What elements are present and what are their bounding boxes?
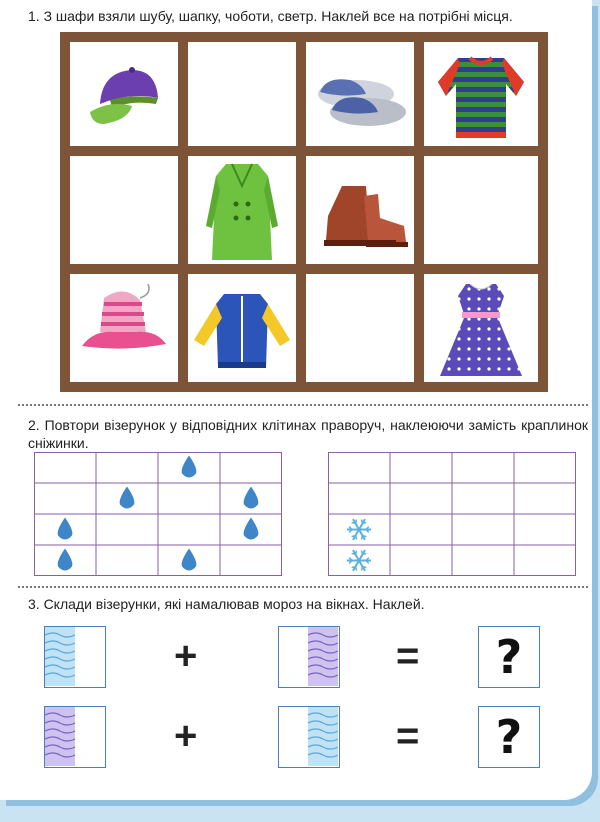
window-pattern-purple-left <box>44 706 106 768</box>
window-pattern-purple-right <box>278 626 340 688</box>
equals-sign: = <box>396 714 420 758</box>
wardrobe-cell[interactable] <box>424 42 538 146</box>
water-drop-icon <box>58 518 73 540</box>
snowflake-pattern-grid <box>328 452 576 576</box>
answer-box[interactable]: ? <box>478 706 540 768</box>
snowflake-icon <box>347 519 371 540</box>
divider <box>18 586 588 588</box>
wardrobe <box>60 32 548 392</box>
equals-sign: = <box>396 634 420 678</box>
water-drop-icon <box>244 518 259 540</box>
slippers-icon <box>306 42 414 146</box>
cap-icon <box>70 42 178 146</box>
snowflake-icon <box>347 550 371 571</box>
wardrobe-cell[interactable] <box>306 156 414 264</box>
sun-hat-icon <box>70 274 178 382</box>
window-pattern-blue-right <box>278 706 340 768</box>
plus-sign: + <box>174 714 198 758</box>
wardrobe-cell[interactable] <box>424 156 538 264</box>
plus-sign: + <box>174 634 198 678</box>
task-1-instruction: 1. З шафи взяли шубу, шапку, чоботи, светр. Наклей все на потрібні місця. <box>28 8 513 24</box>
wardrobe-cell[interactable] <box>306 274 414 382</box>
coat-icon <box>188 156 296 264</box>
water-drop-icon <box>120 487 135 509</box>
wardrobe-cell[interactable] <box>188 156 296 264</box>
answer-box[interactable]: ? <box>478 626 540 688</box>
wardrobe-cell[interactable] <box>306 42 414 146</box>
water-drop-icon <box>182 549 197 571</box>
wardrobe-cell[interactable] <box>70 274 178 382</box>
window-pattern-blue-left <box>44 626 106 688</box>
wardrobe-cell[interactable] <box>188 274 296 382</box>
sweater-icon <box>424 42 538 146</box>
wardrobe-cell[interactable] <box>188 42 296 146</box>
jacket-icon <box>188 274 296 382</box>
wardrobe-cell[interactable] <box>70 156 178 264</box>
wardrobe-cell[interactable] <box>70 42 178 146</box>
water-drop-icon <box>182 456 197 478</box>
water-drop-icon <box>244 487 259 509</box>
task-3-instruction: 3. Склади візерунки, які намалював мороз на вікнах. Наклей. <box>28 596 425 612</box>
task-2-instruction: 2. Повтори візерунок у відповідних клітинах праворуч, наклеюючи замість краплинок сніжинки. <box>28 417 588 451</box>
wardrobe-cell[interactable] <box>424 274 538 382</box>
boots-icon <box>306 156 414 264</box>
water-drop-icon <box>58 549 73 571</box>
dress-icon <box>424 274 538 382</box>
divider <box>18 404 588 406</box>
drop-pattern-grid <box>34 452 282 576</box>
